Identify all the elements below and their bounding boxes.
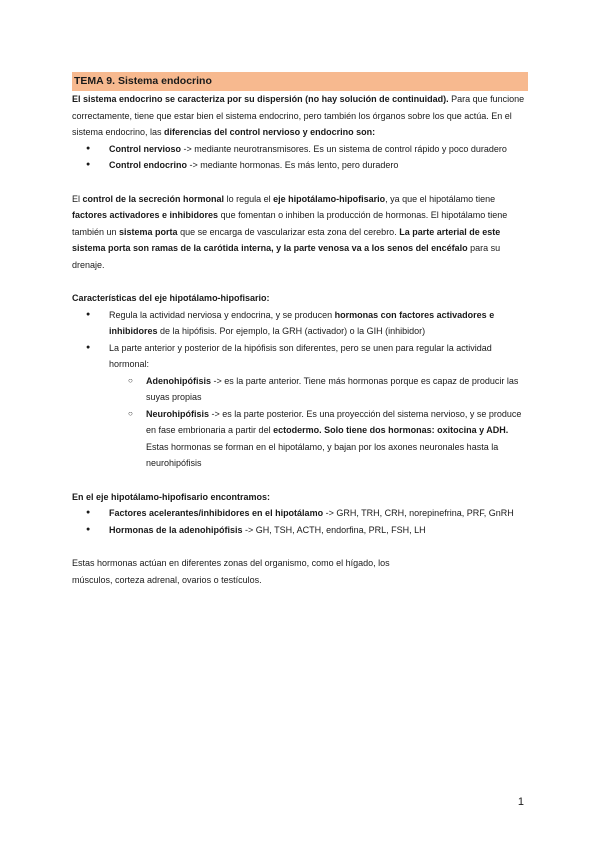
text-span: -> es la parte posterior. Es una proyección del sistema nervioso, y se produce en fase embrionaria a partir del — [146, 408, 522, 435]
text-span: Estas hormonas se forman en el hipotálamo, y bajan por los axones neuronales hasta la neurohipófisis — [146, 441, 499, 468]
list-item — [72, 340, 528, 472]
text-span: La parte anterior y posterior de la hipófisis son diferentes, pero se unen para regular la actividad hormonal: — [109, 342, 492, 369]
bold-span: sistema porta — [119, 226, 178, 237]
text-span: , ya que el hipotálamo tiene — [385, 193, 496, 204]
encontramos-list — [72, 505, 528, 538]
bold-span: control de la secreción hormonal — [82, 193, 225, 204]
heading-text: En el eje hipotálamo-hipofisario encontramos: — [72, 491, 271, 502]
caracteristicas-list — [72, 307, 528, 472]
bold-span: ectodermo. Solo tiene dos hormonas: oxitocina y ADH. — [273, 425, 509, 435]
bold-span: factores activadores e inhibidores — [72, 210, 219, 220]
control-label: Control endocrino — [109, 160, 187, 170]
document-page — [72, 72, 528, 588]
text-span: -> GRH, TRH, CRH, norepinefrina, PRF, GnRH — [323, 508, 514, 518]
sublist-item — [108, 406, 528, 472]
bold-span: Hormonas de la adenohipófisis — [109, 524, 243, 535]
text-span: para su drenaje. — [72, 243, 501, 270]
intro-paragraph — [72, 91, 528, 141]
sublist-item — [108, 373, 528, 406]
text-span: que fomentan o inhiben la producción de hormonas. El hipotálamo tiene también un — [72, 210, 508, 237]
text-span: -> GH, TSH, ACTH, endorfina, PRL, FSH, LH — [242, 524, 426, 535]
text-span: El — [72, 193, 83, 204]
secretion-paragraph — [72, 191, 528, 274]
bold-span: hormonas con factores activadores e inhibidores — [109, 309, 495, 336]
text-span: lo regula el — [224, 193, 274, 204]
bold-span: Factores acelerantes/inhibidores en el hipotálamo — [109, 508, 324, 518]
hipofisis-sublist — [109, 373, 528, 472]
bold-span: Neurohipófisis — [146, 408, 210, 419]
list-item — [72, 522, 528, 539]
intro-text-1: Para que funcione correctamente, tiene que estar bien el sistema endocrino, pero también los órganos sobre los que actúa. En el sistema endocrino, las — [72, 94, 525, 137]
intro-bold-1: El sistema endocrino se caracteriza por su dispersión (no hay solución de continuidad). — [72, 94, 449, 104]
control-text: -> mediante neurotransmisores. Es un sistema de control rápido y poco duradero — [181, 143, 507, 154]
closing-paragraph: Estas hormonas actúan en diferentes zonas del organismo, como el hígado, los músculos, corteza adrenal, ovarios o testículos. — [72, 558, 390, 585]
heading-text: Características del eje hipotálamo-hipofisario: — [72, 293, 270, 303]
list-item — [72, 157, 528, 174]
list-item — [72, 505, 528, 522]
controls-list — [72, 141, 528, 174]
list-item — [72, 307, 528, 340]
list-item — [72, 141, 528, 158]
page-number: 1 — [517, 796, 524, 808]
bold-span: eje hipotálamo-hipofisario — [273, 193, 386, 204]
text-span: que se encarga de vascularizar esta zona del cerebro. — [177, 226, 400, 237]
intro-bold-2: diferencias del control nervioso y endocrino son: — [164, 127, 376, 137]
bold-span: La parte arterial de este sistema porta son ramas de la carótida interna, y la parte venosa va a los senos del encéfalo — [72, 226, 501, 253]
control-label: Control nervioso — [109, 143, 182, 154]
control-text: -> mediante hormonas. Es más lento, pero duradero — [187, 160, 399, 170]
bold-span: Adenohipófisis — [146, 375, 211, 386]
encontramos-heading — [72, 489, 528, 506]
text-span: -> es la parte anterior. Tiene más hormonas porque es capaz de producir las suyas propias — [146, 375, 519, 402]
section-title: TEMA 9. Sistema endocrino — [72, 72, 528, 91]
caracteristicas-heading — [72, 290, 528, 307]
text-span: Regula la actividad nerviosa y endocrina, y se producen — [109, 309, 335, 320]
text-span: de la hipófisis. Por ejemplo, la GRH (activador) o la GIH (inhibidor) — [157, 326, 426, 336]
